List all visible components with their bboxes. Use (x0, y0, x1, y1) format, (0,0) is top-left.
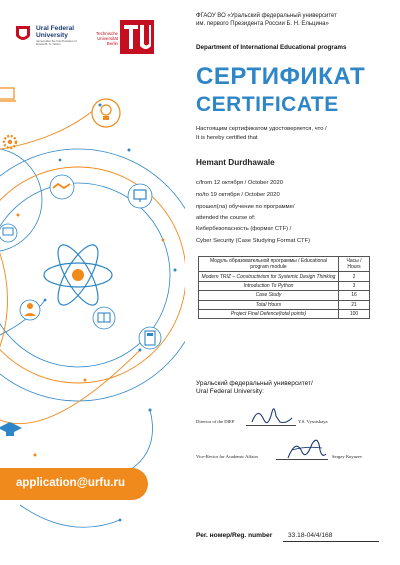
table-row (199, 300, 370, 309)
urfu-name-line1: Ural Federal (36, 25, 75, 32)
title-en: CERTIFICATE (196, 93, 339, 116)
module-name: Case Study (199, 291, 339, 300)
organization-name (196, 13, 396, 28)
director-label: Director of the DIEP (196, 419, 235, 424)
director-name: Y.S. Vysotskaya (298, 419, 328, 424)
vice-rector-name: Sergey Knyazev (332, 454, 363, 459)
attended-en: attended the course of: (196, 215, 256, 221)
certify-ru: Настоящим сертификатом удостоверяется, что / (196, 126, 327, 132)
tu-berlin-logo (96, 20, 156, 54)
urfu-logo (14, 24, 84, 54)
university-block (196, 380, 313, 396)
org-line1: ФГАОУ ВО «Уральский федеральный университет (196, 13, 337, 19)
gear-icon (4, 136, 16, 148)
title-ru: СЕРТИФИКАТ (196, 63, 366, 90)
urfu-name-line2: University (36, 32, 68, 39)
urfu-emblem-icon (14, 24, 32, 46)
module-hours: 100 (339, 309, 370, 318)
registration-label: Рег. номер/Reg. number (196, 532, 273, 539)
tu-emblem-icon (120, 20, 154, 54)
urfu-subtitle: named after the first President of Russia B. N. Yeltsin (36, 39, 77, 47)
tu-text-line1: Technische (96, 31, 118, 36)
recipient-name: Hemant Durdhawale (196, 158, 275, 167)
date-from: c/from 12 октября / October 2020 (196, 180, 283, 186)
table-row (199, 309, 370, 318)
atom-icon (44, 240, 112, 311)
certify-en: It is hereby certified that (196, 135, 258, 141)
presentation-icon (0, 224, 17, 242)
registration-number: 33.18-04/4/168 (288, 532, 333, 539)
department-name: Department of International Educational programs (196, 44, 347, 51)
director-signature (248, 402, 296, 428)
module-name: Modern TRIZ – Constructivism for Systemic Design Thinking (199, 272, 339, 281)
date-to: по/to 19 октября / October 2020 (196, 192, 280, 198)
modules-table (198, 256, 370, 319)
contact-email-link[interactable]: application@urfu.ru (16, 477, 125, 489)
table-row (199, 291, 370, 300)
book-icon (93, 307, 115, 329)
monitor-icon (128, 184, 152, 208)
handshake-icon (50, 175, 74, 199)
vice-rector-signature (282, 436, 330, 464)
module-name: Project Final Defence(total points) (199, 309, 339, 318)
table-header-row (199, 257, 370, 272)
university-en: Ural Federal University: (196, 388, 264, 395)
calculator-icon (139, 327, 161, 349)
vice-rector-label: Vice-Rector for Academic Affairs (196, 454, 259, 459)
person-icon (20, 300, 40, 320)
registration-underline (283, 541, 379, 542)
lightbulb-icon (92, 99, 120, 127)
module-name: Total Hours (199, 300, 339, 309)
laptop-icon (0, 88, 16, 101)
university-ru: Уральский федеральный университет/ (196, 380, 313, 387)
module-hours: 16 (339, 291, 370, 300)
table-row (199, 281, 370, 290)
tu-text-line3: Berlin (106, 41, 118, 46)
contact-bar (0, 468, 148, 500)
module-name: Introduction To Python (199, 281, 339, 290)
module-hours: 3 (339, 281, 370, 290)
table-row (199, 272, 370, 281)
module-hours: 2 (339, 272, 370, 281)
attended-ru: прошел(ла) обучение по программе/ (196, 204, 295, 210)
graduation-cap-icon (0, 422, 22, 436)
header-module: Модуль образовательной программы / Educational program module (199, 257, 339, 272)
header-hours: Часы / Hours (339, 257, 370, 272)
course-ru: Кибербезопасность (формат CTF) / (196, 226, 292, 232)
module-hours: 21 (339, 300, 370, 309)
course-en: Cyber Security (Case Studying Format CTF) (196, 238, 311, 244)
tu-text-line2: Universität (97, 36, 118, 41)
org-line2: им. первого Президента России Б. Н. Ельцина» (196, 20, 329, 27)
